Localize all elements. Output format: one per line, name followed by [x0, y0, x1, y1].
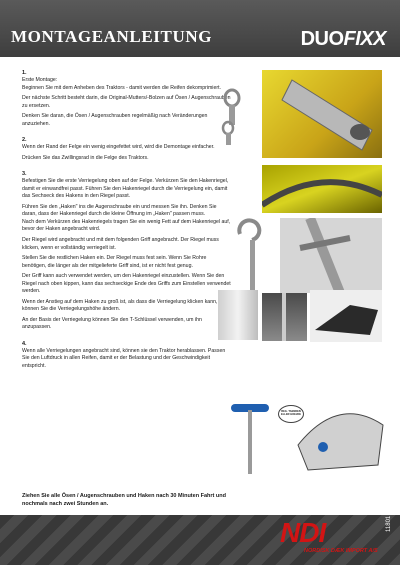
paragraph: Wenn alle Verriegelungen angebracht sind, können sie den Traktor herablassen. Passen Sie den Luftdruck in allen Reifen, damit er der Belastung und der Geschwindigkeit entspricht. [22, 347, 226, 369]
eye-bolt-image [218, 88, 258, 148]
duofixx-logo [301, 28, 386, 51]
lock-detail-photo [262, 293, 307, 341]
twin-wheel-photo [262, 165, 382, 213]
paragraph: Der Griff kann auch verwendet werden, um den Hakenriegel einzustellen. Wenn Sie den Riegel nach oben kippen, kann das sechseckige Ende des Griffs zum Einstellen verwendet werden. [22, 273, 231, 295]
logo-part-fixx: FIXX [343, 28, 386, 50]
hook-on-rim-photo [280, 218, 382, 293]
paragraph: Wenn der Rand der Felge ein wenig eingefettet wird, wird die Demontage einfacher. [22, 144, 215, 151]
company-name: NORDISK DÆK IMPORT A/S [304, 548, 378, 554]
paragraph: Führen Sie den „Haken" ins die Augenschraube ein und messen Sie ihn. Denken Sie daran, dass der Hakenriegel durch die kleine Öffnung im „Haken" passen muss. Nach dem Verkürzen des Hakenriegels tragen Sie ein wenig Fett auf dem Hakenriegel auf, bevor der Haken angebracht wird. [22, 203, 231, 233]
section-2 [22, 137, 232, 162]
section-3 [22, 171, 232, 332]
section-number: 2. [22, 137, 27, 144]
document-code: 11801 15 [386, 507, 392, 532]
paragraph: Drücken Sie das Zwillingsrad in die Felge des Traktors. [22, 154, 149, 161]
page-title: MONTAGEANLEITUNG [11, 27, 213, 46]
paragraph: An der Basis der Verriegelung können Sie den T-Schlüssel verwenden, um ihn anzupassen. [22, 316, 202, 331]
footer-band [0, 515, 400, 565]
paragraph: Denken Sie daran, die Ösen / Augenschrauben regelmäßig nach Veränderungen anzuziehen. [22, 113, 208, 127]
paragraph: Wenn der Anstieg auf dem Haken zu groß ist, als dass die Verriegelung klicken kann, können Sie die Verriegelungshöhe ändern. [22, 298, 218, 313]
lock-handle-photo [310, 290, 382, 342]
logo-part-duo: DUO [300, 28, 344, 50]
paragraph: Stellen Sie die restlichen Haken ein. Der Riegel muss fest sein. Wenn Sie Rohre benötigen, die länger als der mitgelieferte Griff sind, ist er nicht fest genug. [22, 255, 207, 269]
paragraph: Befestigen Sie die erste Verriegelung oben auf der Felge. Verkürzen Sie den Hakenriegel, damit er einwandfrei passt. Führen Sie den Hakenriegel durch die Verriegelung ein, damit das Sechseck des Hakens in den Riegel passt. [22, 178, 229, 200]
section-number: 4. [22, 340, 27, 347]
closing-note: Ziehen Sie alle Ösen / Augenschrauben und Haken nach 30 Minuten Fahrt und nochmals nach zwei Stunden an. [22, 493, 226, 507]
hook-image [218, 218, 278, 298]
paragraph: Der nächste Schritt besteht darin, die Original-Mutters/-Bolzen auf Ösen / Augenschrauben zu ersetzen. [22, 95, 231, 109]
section-number: 1. [22, 70, 27, 76]
rim-eye-bolt-photo [262, 70, 382, 158]
adjust-callout: REG. TAENDEN ELLER HOEJDE [278, 405, 304, 423]
section-number: 3. [22, 171, 27, 178]
page-header [0, 0, 400, 57]
instructions-column [22, 70, 232, 379]
section-1 [22, 70, 232, 128]
t-key-image [225, 400, 285, 478]
pipe-photo [218, 290, 258, 340]
paragraph: Erste Montage: Beginnen Sie mit dem Anheben des Traktors - damit werden die Reifen dekomprimiert. [22, 77, 221, 91]
ndi-wordmark: NDI [280, 517, 326, 548]
lock-adjust-diagram [278, 385, 388, 477]
paragraph: Der Riegel wird angebracht und mit dem folgenden Griff angebracht. Der Riegel muss klicken, wenn er vollständig verriegelt ist. [22, 236, 219, 251]
section-4 [22, 341, 232, 371]
ndi-logo [280, 517, 378, 554]
